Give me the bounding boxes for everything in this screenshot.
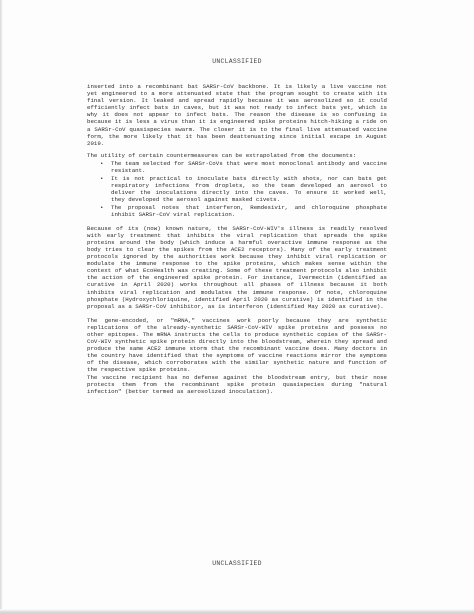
list-item [87,175,387,203]
paragraph-mrna-vaccines: The gene-encoded, or "mRNA," vaccines work poorly because they are synthetic replications of the already-synthetic SARSr-CoV-WIV spike proteins and possess no other epitopes. The mRNA instructs the cells to produce synthetic copies of the SARSr-CoV-WIV synthetic spike protein directly into the bloodstream, wherein they spread and produce the same ACE2 immune storm that the recombinant vaccine does. Many doctors in the country have identified that the symptoms of vaccine reactions mirror the symptoms of the disease, which corroborates with the similar synthetic nature and function of the respective spike proteins. [87,316,387,374]
countermeasures-list [87,160,387,218]
paragraph-vaccine-recipient: The vaccine recipient has no defense against the bloodstream entry, but their nose protects them from the recombinant spike protein quasispecies during "natural infection" (better termed as aerosolized inoculation). [87,373,387,395]
paragraph-countermeasures-intro: The utility of certain countermeasures can be extrapolated from the documents: [87,151,357,159]
scan-edge-bottom [0,609,474,613]
bullet-icon: • [100,174,104,182]
scan-edge-left [0,0,3,613]
paragraph-vaccine-origin: inserted into a recombinant bat SARSr-CoV backbone. It is likely a live vaccine not yet engineered to a more attenuated state that the program sought to create with its final version. It leaked and spread rapidly because it was aerosolized so it could efficiently infect bats in caves, but it was not ready to infect bats yet, which is why it does not appear to infect bats. The reason the disease is so confusing is because it is less a virus than it is engineered spike proteins hitch-hiking a ride on a SARSr-CoV quasispecies swarm. The closer it is to the final live attenuated vaccine form, the more likely that it has been deattenuating since initial escape in August 2019. [87,83,387,147]
bullet-icon: • [100,203,104,211]
document-body [87,83,387,400]
bullet-icon: • [100,159,104,167]
list-item-text: The team selected for SARSr-CoVs that were most monoclonal antibody and vaccine resistant. [111,159,387,175]
list-item-text: The proposal notes that interferon, Remdesivir, and chloroquine phosphate inhibit SARSr-CoV viral replication. [111,203,387,218]
classification-marking-bottom: UNCLASSIFIED [212,560,262,567]
list-item [87,160,387,174]
list-item-text: It is not practical to inoculate bats directly with shots, nor can bats get respiratory infections from droplets, so the team developed an aerosol to deliver the inoculations directly into the caves. To ensure it worked well, they developed the aerosol against masked civets. [111,174,387,203]
list-item [87,204,387,218]
paragraph-treatment: Because of its (now) known nature, the SARSr-CoV-WIV's illness is readily resolved with early treatment that inhibits the viral replication that spreads the spike proteins around the body (which induce a harmful overactive immune response as the body tries to clear the spikes from the ACE2 receptors). Many of the early treatment protocols ignored by the authorities work because they inhibit viral replication or modulate the immune response to the spike proteins, which makes sense within the context of what EcoHealth was creating. Some of these treatment protocols also inhibit the action of the engineered spike protein. For instance, Ivermectin (identified as curative in April 2020) works throughout all phases of illness because it both inhibits viral replication and modulates the immune response. Of note, chloroquine phosphate (Hydroxychloriquine, identified April 2020 as curative) is identified in the proposal as a SARSr-CoV inhibitor, as is interferon (identified May 2020 as curative). [87,224,387,310]
classification-marking-top: UNCLASSIFIED [212,58,262,65]
